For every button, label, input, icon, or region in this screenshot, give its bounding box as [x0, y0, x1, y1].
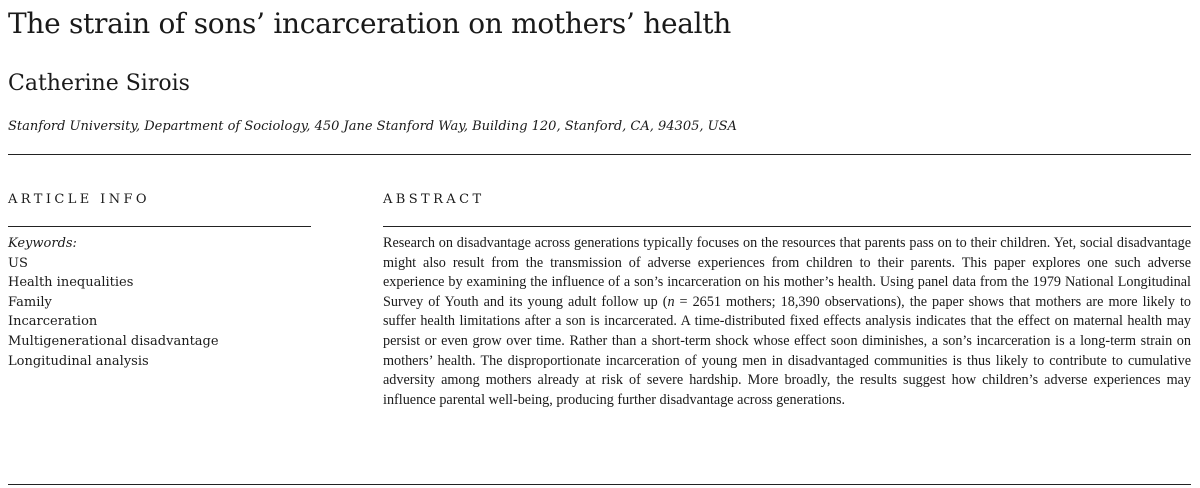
article-info-heading: ARTICLE INFO — [8, 192, 150, 207]
keyword-item: Health inequalities — [8, 275, 134, 291]
abstract-text-part-1: Research on disadvantage across generations typically focuses on the resources that parents pass on to their children. Yet, social disadvantage might also result from the transmission of adverse experiences from children to their parents. This paper explores one such adverse experience by examining the influence of a son’s incarceration on his mother’s health. Using panel data from the 1979 National Longitudinal Survey of Youth and its young adult follow up ( — [383, 235, 1191, 310]
article-info-divider — [8, 226, 311, 227]
paper-title: The strain of sons’ incarceration on mothers’ health — [8, 7, 731, 40]
keywords-label: Keywords: — [8, 236, 77, 251]
keyword-item: Multigenerational disadvantage — [8, 333, 219, 349]
keyword-item: Family — [8, 294, 52, 310]
abstract-text — [383, 234, 1191, 410]
keyword-item: Incarceration — [8, 314, 98, 330]
keyword-item: US — [8, 255, 28, 271]
abstract-text-part-2: = 2651 mothers; 18,390 observations), the paper shows that mothers are more likely to suffer health limitations after a son is incarcerated. A time-distributed fixed effects analysis indicates that the effect on maternal health may persist or even grow over time. Rather than a short-term shock whose effect soon diminishes, a son’s incarceration is a long-term strain on mothers’ health. The disproportionate incarceration of young men in disadvantaged communities is thus likely to contribute to cumulative adversity among mothers already at risk of severe hardship. More broadly, the results suggest how children’s adverse experiences may influence parental well-being, producing further disadvantage across generations. — [383, 293, 1192, 408]
abstract-n-symbol: n — [667, 293, 675, 310]
keywords-section — [8, 234, 308, 371]
keyword-item: Longitudinal analysis — [8, 353, 149, 369]
footer-divider — [8, 484, 1191, 485]
author-affiliation: Stanford University, Department of Sociology, 450 Jane Stanford Way, Building 120, Stanford, CA, 94305, USA — [8, 119, 737, 134]
abstract-heading: ABSTRACT — [383, 192, 485, 207]
abstract-divider — [383, 226, 1191, 227]
header-divider — [8, 154, 1191, 155]
keywords-list — [8, 254, 308, 372]
author-name: Catherine Sirois — [8, 71, 190, 96]
